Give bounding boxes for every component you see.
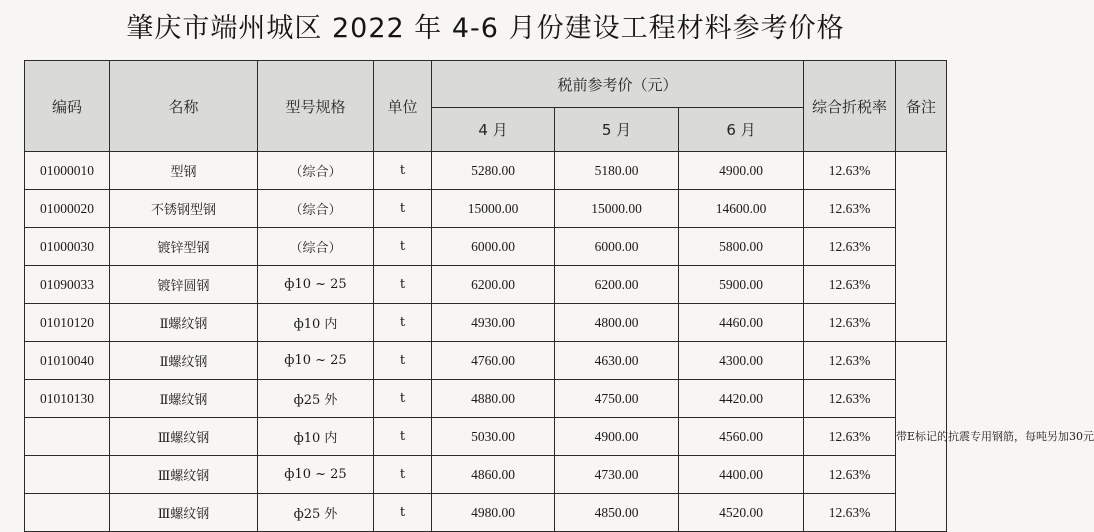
cell-spec: ф25 外 <box>258 494 374 532</box>
table-row <box>25 418 947 456</box>
cell-price-june: 4400.00 <box>679 456 804 494</box>
cell-name: 镀锌型钢 <box>110 228 258 266</box>
cell-spec: （综合） <box>258 152 374 190</box>
cell-spec: （综合） <box>258 228 374 266</box>
cell-price-april: 5030.00 <box>432 418 555 456</box>
cell-price-may: 6000.00 <box>555 228 679 266</box>
cell-spec: ф10 内 <box>258 418 374 456</box>
cell-name: 镀锌圆钢 <box>110 266 258 304</box>
cell-name: Ⅱ螺纹钢 <box>110 380 258 418</box>
cell-tax-rate: 12.63% <box>804 266 896 304</box>
cell-price-june: 4460.00 <box>679 304 804 342</box>
table-row <box>25 152 947 190</box>
cell-price-june: 4300.00 <box>679 342 804 380</box>
cell-tax-rate: 12.63% <box>804 494 896 532</box>
cell-price-may: 4730.00 <box>555 456 679 494</box>
cell-price-june: 14600.00 <box>679 190 804 228</box>
cell-name: Ⅲ螺纹钢 <box>110 418 258 456</box>
price-table <box>24 60 1094 532</box>
cell-spec: （综合） <box>258 190 374 228</box>
cell-unit: t <box>374 380 432 418</box>
cell-price-may: 4800.00 <box>555 304 679 342</box>
table-row <box>25 342 947 380</box>
cell-unit: t <box>374 266 432 304</box>
cell-price-april: 4760.00 <box>432 342 555 380</box>
cell-price-may: 4900.00 <box>555 418 679 456</box>
cell-name: 不锈钢型钢 <box>110 190 258 228</box>
cell-price-april: 4860.00 <box>432 456 555 494</box>
cell-price-april: 4930.00 <box>432 304 555 342</box>
table-row <box>25 380 947 418</box>
cell-price-april: 5280.00 <box>432 152 555 190</box>
cell-spec: ф25 外 <box>258 380 374 418</box>
header-spec: 型号规格 <box>258 61 374 152</box>
cell-price-may: 4850.00 <box>555 494 679 532</box>
cell-code: 01090033 <box>25 266 110 304</box>
cell-unit: t <box>374 456 432 494</box>
cell-price-april: 15000.00 <box>432 190 555 228</box>
cell-price-may: 6200.00 <box>555 266 679 304</box>
header-april: 4 月 <box>432 108 555 152</box>
cell-code: 01010130 <box>25 380 110 418</box>
table-row <box>25 228 947 266</box>
cell-tax-rate: 12.63% <box>804 190 896 228</box>
header-price-group: 税前参考价（元） <box>432 61 804 108</box>
cell-tax-rate: 12.63% <box>804 380 896 418</box>
cell-spec: ф10 ~ 25 <box>258 342 374 380</box>
cell-tax-rate: 12.63% <box>804 456 896 494</box>
header-remark: 备注 <box>896 61 947 152</box>
cell-name: Ⅲ螺纹钢 <box>110 456 258 494</box>
cell-spec: ф10 ~ 25 <box>258 266 374 304</box>
cell-unit: t <box>374 494 432 532</box>
header-may: 5 月 <box>555 108 679 152</box>
cell-price-june: 4520.00 <box>679 494 804 532</box>
cell-name: Ⅱ螺纹钢 <box>110 304 258 342</box>
cell-unit: t <box>374 190 432 228</box>
cell-code <box>25 494 110 532</box>
cell-price-may: 5180.00 <box>555 152 679 190</box>
cell-name: Ⅱ螺纹钢 <box>110 342 258 380</box>
cell-code: 01010120 <box>25 304 110 342</box>
cell-unit: t <box>374 418 432 456</box>
table-row <box>25 456 947 494</box>
cell-price-april: 4980.00 <box>432 494 555 532</box>
cell-code: 01010040 <box>25 342 110 380</box>
cell-tax-rate: 12.63% <box>804 228 896 266</box>
cell-spec: ф10 ~ 25 <box>258 456 374 494</box>
cell-tax-rate: 12.63% <box>804 152 896 190</box>
cell-name: 型钢 <box>110 152 258 190</box>
cell-spec: ф10 内 <box>258 304 374 342</box>
cell-price-june: 4560.00 <box>679 418 804 456</box>
cell-code: 01000010 <box>25 152 110 190</box>
header-name: 名称 <box>110 61 258 152</box>
cell-remark-empty <box>896 152 947 342</box>
cell-unit: t <box>374 304 432 342</box>
cell-code <box>25 418 110 456</box>
cell-price-june: 4900.00 <box>679 152 804 190</box>
cell-code: 01000030 <box>25 228 110 266</box>
cell-code: 01000020 <box>25 190 110 228</box>
page-title: 肇庆市端州城区 2022 年 4-6 月份建设工程材料参考价格 <box>126 13 845 44</box>
cell-tax-rate: 12.63% <box>804 304 896 342</box>
cell-name: Ⅲ螺纹钢 <box>110 494 258 532</box>
cell-price-may: 15000.00 <box>555 190 679 228</box>
cell-price-april: 6200.00 <box>432 266 555 304</box>
header-june: 6 月 <box>679 108 804 152</box>
table-row <box>25 494 947 532</box>
cell-price-june: 5900.00 <box>679 266 804 304</box>
cell-unit: t <box>374 342 432 380</box>
cell-price-may: 4750.00 <box>555 380 679 418</box>
cell-price-june: 4420.00 <box>679 380 804 418</box>
cell-price-may: 4630.00 <box>555 342 679 380</box>
cell-price-april: 4880.00 <box>432 380 555 418</box>
cell-price-april: 6000.00 <box>432 228 555 266</box>
header-code: 编码 <box>25 61 110 152</box>
cell-price-june: 5800.00 <box>679 228 804 266</box>
cell-tax-rate: 12.63% <box>804 342 896 380</box>
cell-code <box>25 456 110 494</box>
table-row <box>25 266 947 304</box>
cell-unit: t <box>374 228 432 266</box>
table-row <box>25 304 947 342</box>
cell-unit: t <box>374 152 432 190</box>
header-tax-rate: 综合折税率 <box>804 61 896 152</box>
remark-note: 带E标记的抗震专用钢筋，每吨另加30元 <box>896 342 947 532</box>
table-row <box>25 190 947 228</box>
header-unit: 单位 <box>374 61 432 152</box>
cell-tax-rate: 12.63% <box>804 418 896 456</box>
